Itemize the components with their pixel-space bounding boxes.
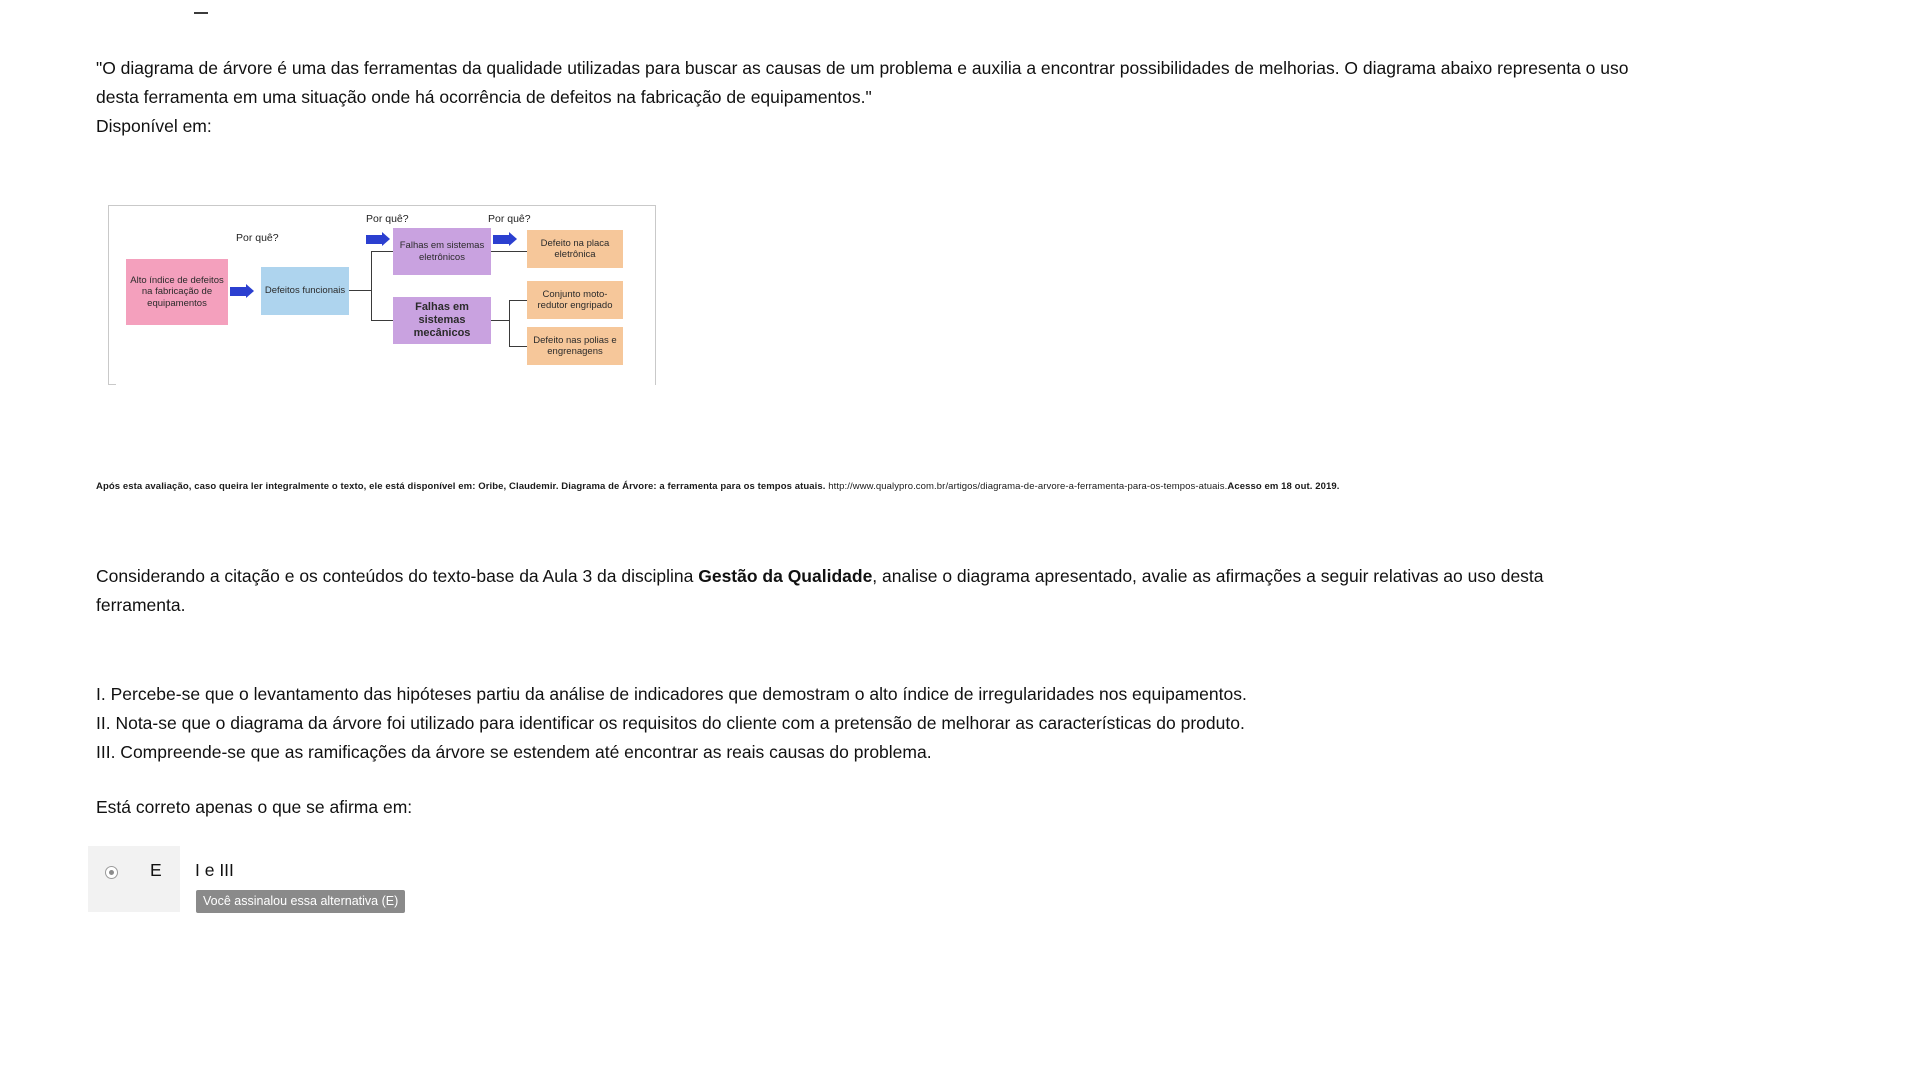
quote-block <box>96 54 1642 141</box>
statement-iii: III. Compreende-se que as ramificações da árvore se estendem até encontrar as reais causas do problema. <box>96 742 932 762</box>
top-dash-marker <box>194 12 208 14</box>
selected-answer-badge: Você assinalou essa alternativa (E) <box>196 890 405 913</box>
figure-connector-to-mechanic <box>371 320 393 321</box>
figure-left-border <box>108 205 116 385</box>
source-label: Disponível em: <box>96 116 212 136</box>
figure-connector-mechanic-vertical <box>509 300 510 346</box>
statement-ii: II. Nota-se que o diagrama da árvore foi utilizado para identificar os requisitos do cliente com a pretensão de melhorar as características do produto. <box>96 713 1245 733</box>
tree-diagram-figure <box>108 205 656 385</box>
quote-text: "O diagrama de árvore é uma das ferramentas da qualidade utilizadas para buscar as causas de um problema e auxilia a encontrar possibilidades de melhorias. O diagrama abaixo representa o uso desta ferramenta em uma situação onde há ocorrência de defeitos na fabricação de equipamentos." <box>96 58 1629 107</box>
figure-connector-trunk <box>349 290 371 291</box>
reference-note <box>96 481 1516 492</box>
figure-connector-vertical-branch <box>371 251 372 321</box>
figure-box-cause-pulleys: Defeito nas polias e engrenagens <box>527 327 623 365</box>
reference-url: http://www.qualypro.com.br/artigos/diagrama-de-arvore-a-ferramenta-para-os-tempos-atuais. <box>825 481 1228 492</box>
figure-box-cause-electronic-board: Defeito na placa eletrônica <box>527 230 623 268</box>
figure-label-why-2: Por quê? <box>366 213 409 225</box>
radio-option-e[interactable] <box>105 866 118 879</box>
figure-label-why-1: Por quê? <box>236 232 279 244</box>
consider-text-part2: , analise o diagrama apresentado, avalie as afirmações a seguir relativas ao uso desta ferramenta. <box>96 566 1544 615</box>
answer-option-text[interactable]: I e III <box>195 860 234 880</box>
figure-connector-mechanic-to-cause2 <box>509 300 527 301</box>
answer-option-letter: E <box>150 860 162 880</box>
answer-option-row-background[interactable] <box>88 846 180 912</box>
question-prompt: Está correto apenas o que se afirma em: <box>96 797 413 817</box>
statements-list <box>96 680 1656 767</box>
figure-connector-mechanic-stub <box>491 320 509 321</box>
figure-arrow-1-icon <box>230 287 246 296</box>
figure-box-functional-defects: Defeitos funcionais <box>261 267 349 315</box>
discipline-name: Gestão da Qualidade <box>698 566 873 586</box>
consider-paragraph <box>96 562 1636 620</box>
statement-i: I. Percebe-se que o levantamento das hipóteses partiu da análise de indicadores que demostram o alto índice de irregularidades nos equipamentos. <box>96 684 1247 704</box>
reference-bold-text: Após esta avaliação, caso queira ler integralmente o texto, ele está disponível em: Oribe, Claudemir. Diagrama de Árvore: a ferramenta para os tempos atuais. <box>96 481 826 492</box>
consider-text-part1: Considerando a citação e os conteúdos do texto-base da Aula 3 da disciplina <box>96 566 699 586</box>
figure-arrow-2-icon <box>366 235 382 244</box>
figure-box-electronic-failures: Falhas em sistemas eletrônicos <box>393 228 491 275</box>
figure-connector-mechanic-to-cause3 <box>509 346 527 347</box>
figure-label-why-3: Por quê? <box>488 213 531 225</box>
figure-arrow-3-icon <box>493 235 509 244</box>
figure-connector-to-electronic <box>371 251 393 252</box>
figure-box-cause-gearmotor: Conjunto moto-redutor engripado <box>527 281 623 319</box>
reference-access-date: Acesso em 18 out. 2019. <box>1227 481 1340 492</box>
figure-box-problem: Alto índice de defeitos na fabricação de equipamentos <box>126 259 228 325</box>
figure-connector-electronic-to-cause1 <box>491 251 527 252</box>
figure-box-mechanical-failures: Falhas em sistemas mecânicos <box>393 297 491 344</box>
